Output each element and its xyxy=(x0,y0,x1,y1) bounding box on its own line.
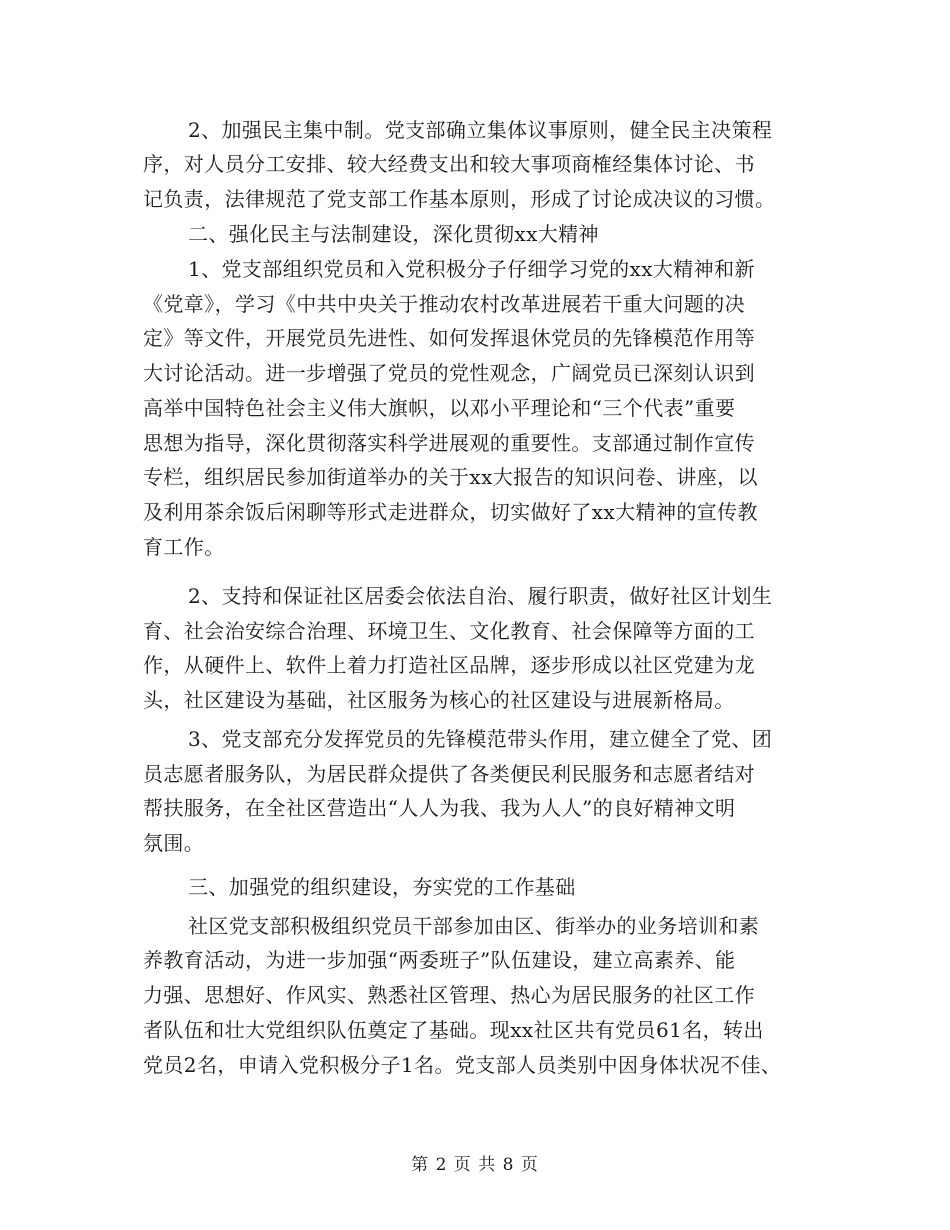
paragraph-organization-line-5: 党员2名，申请入党积极分子1名。党支部人员类别中因身体状况不佳、 xyxy=(143,1053,782,1077)
paragraph-organization-line-4: 者队伍和壮大党组织队伍奠定了基础。现xx社区共有党员61名，转出 xyxy=(143,1018,764,1042)
paragraph-study-line-9: 育工作。 xyxy=(143,535,225,559)
paragraph-autonomy-line-2: 育、社会治安综合治理、环境卫生、文化教育、社会保障等方面的工 xyxy=(143,619,755,643)
paragraph-organization-line-1: 社区党支部积极组织党员干部参加由区、街举办的业务培训和素 xyxy=(188,914,760,938)
paragraph-study-line-6: 思想为指导，深化贯彻落实科学进展观的重要性。支部通过制作宣传 xyxy=(143,431,755,455)
paragraph-study-line-5: 高举中国特色社会主义伟大旗帜，以邓小平理论和“三个代表”重要 xyxy=(143,396,736,420)
paragraph-organization-line-3: 力强、思想好、作风实、熟悉社区管理、热心为居民服务的社区工作 xyxy=(143,983,755,1007)
paragraph-autonomy-line-3: 作，从硬件上、软件上着力打造社区品牌，逐步形成以社区党建为龙 xyxy=(143,653,755,677)
paragraph-study-line-8: 及利用茶余饭后闲聊等形式走进群众，切实做好了xx大精神的宣传教 xyxy=(143,500,758,524)
paragraph-autonomy-line-1: 2、支持和保证社区居委会依法自治、履行职责，做好社区计划生 xyxy=(188,584,773,608)
paragraph-democratic-centralism-line-3: 记负责，法律规范了党支部工作基本原则，形成了讨论成决议的习惯。 xyxy=(143,187,776,211)
paragraph-autonomy-line-4: 头，社区建设为基础，社区服务为核心的社区建设与进展新格局。 xyxy=(143,688,735,712)
paragraph-study-line-3: 定》等文件，开展党员先进性、如何发挥退休党员的先锋模范作用等 xyxy=(143,326,755,350)
section-heading-3: 三、加强党的组织建设，夯实党的工作基础 xyxy=(188,875,576,899)
paragraph-study-line-4: 大讨论活动。进一步增强了党员的党性观念，广阔党员已深刻认识到 xyxy=(143,361,755,385)
section-heading-2: 二、强化民主与法制建设，深化贯彻xx大精神 xyxy=(188,222,599,246)
paragraph-study-line-2: 《党章》，学习《中共中央关于推动农村改革进展若干重大问题的决 xyxy=(143,292,745,316)
paragraph-democratic-centralism-line-2: 序，对人员分工安排、较大经费支出和较大事项商榷经集体讨论、书 xyxy=(143,152,755,176)
paragraph-democratic-centralism-line-1: 2、加强民主集中制。党支部确立集体议事原则，健全民主决策程 xyxy=(188,118,773,142)
paragraph-volunteers-line-1: 3、党支部充分发挥党员的先锋模范带头作用，建立健全了党、团 xyxy=(188,727,773,751)
paragraph-volunteers-line-4: 氛围。 xyxy=(143,831,205,855)
paragraph-organization-line-2: 养教育活动，为进一步加强“两委班子”队伍建设，建立高素养、能 xyxy=(143,948,736,972)
paragraph-volunteers-line-2: 员志愿者服务队，为居民群众提供了各类便民利民服务和志愿者结对 xyxy=(143,762,755,786)
paragraph-study-line-1: 1、党支部组织党员和入党积极分子仔细学习党的xx大精神和新 xyxy=(188,257,755,281)
paragraph-study-line-7: 专栏，组织居民参加街道举办的关于xx大报告的知识问卷、讲座，以 xyxy=(143,465,758,489)
paragraph-volunteers-line-3: 帮扶服务，在全社区营造出“人人为我、我为人人”的良好精神文明 xyxy=(143,796,736,820)
page-number-footer: 第 2 页 共 8 页 xyxy=(411,1155,539,1175)
